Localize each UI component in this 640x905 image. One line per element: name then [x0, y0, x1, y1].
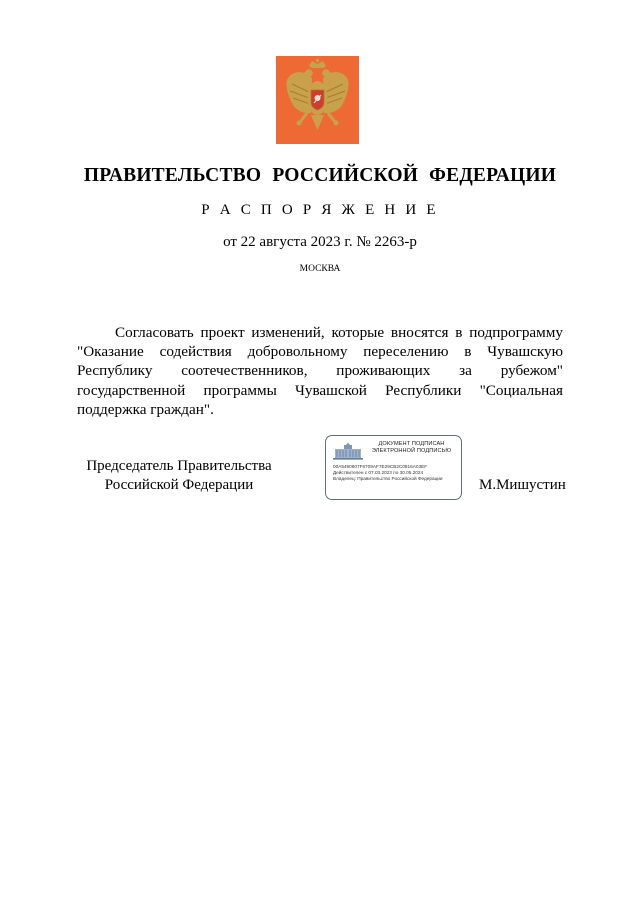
- signer-position: [79, 457, 279, 495]
- stamp-owner: Владелец: Правительство Российской Федерации: [333, 476, 443, 482]
- stamp-validity: Действителен с 07.03.2023 по 30.05.2024: [333, 470, 424, 476]
- document-type: Р А С П О Р Я Ж Е Н И Е: [201, 202, 439, 218]
- stamp-details: [333, 464, 459, 482]
- signer-position-line2: Российской Федерации: [104, 477, 254, 493]
- signer-name: М.Мишустин: [479, 477, 566, 493]
- stamp-certificate: 00A5490607F6709AF7E29CB2C0816A03EF: [333, 464, 428, 469]
- order-text: Согласовать проект изменений, которые вносятся в подпрограмму "Оказание содействия добровольному переселению в Чувашскую Республику соотечественников, проживающих за рубежом" государственной программы Чувашской Республики "Социальная поддержка граждан".: [77, 324, 563, 418]
- government-building-icon: [333, 442, 363, 461]
- stamp-title-line2: ЭЛЕКТРОННОЙ ПОДПИСЬЮ: [371, 448, 452, 455]
- electronic-signature-stamp: [325, 435, 462, 500]
- coat-of-arms-icon: [276, 56, 359, 144]
- stamp-title-line1: ДОКУМЕНТ ПОДПИСАН: [378, 441, 445, 447]
- document-city: МОСКВА: [299, 264, 341, 274]
- document-date-number: от 22 августа 2023 г. № 2263-р: [223, 234, 417, 250]
- stamp-title: [364, 441, 459, 455]
- signer-position-line1: Председатель Правительства: [86, 458, 272, 474]
- issuer-title: ПРАВИТЕЛЬСТВО РОССИЙСКОЙ ФЕДЕРАЦИИ: [83, 165, 557, 186]
